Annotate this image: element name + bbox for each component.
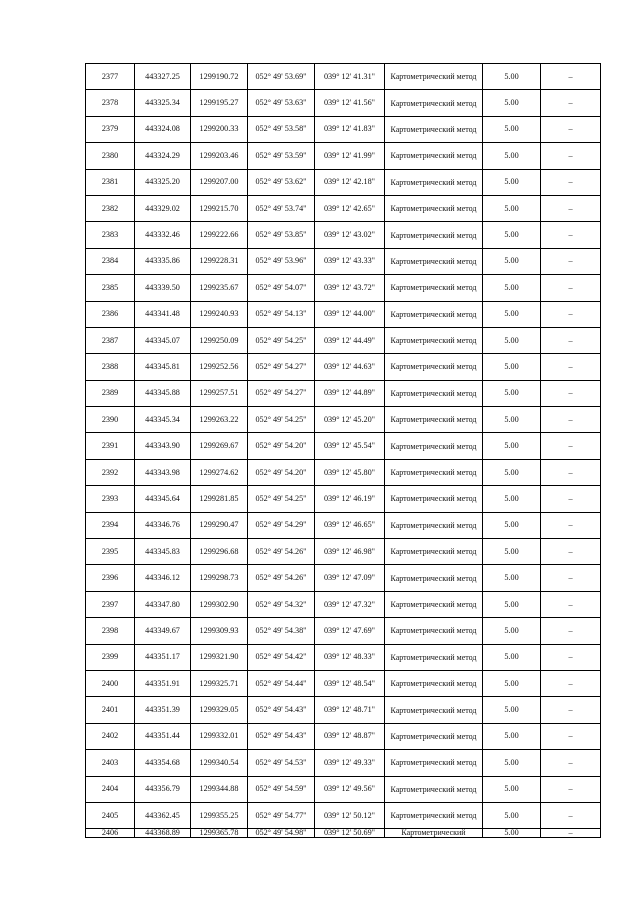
y-coordinate-cell: 1299195.27	[191, 90, 248, 116]
point-number-cell: 2381	[86, 169, 135, 195]
method-cell: Картометрический метод	[385, 433, 483, 459]
y-coordinate-cell: 1299215.70	[191, 195, 248, 221]
method-cell: Картометрический метод	[385, 275, 483, 301]
latitude-cell: 052° 49' 54.26"	[248, 539, 315, 565]
accuracy-cell: 5.00	[483, 618, 541, 644]
latitude-cell: 052° 49' 54.20"	[248, 433, 315, 459]
point-number-cell: 2394	[86, 512, 135, 538]
latitude-cell: 052° 49' 54.43"	[248, 723, 315, 749]
table-row	[86, 275, 601, 301]
method-cell: Картометрический метод	[385, 407, 483, 433]
method-cell: Картометрический	[385, 829, 483, 838]
table-row	[86, 618, 601, 644]
table-row	[86, 697, 601, 723]
x-coordinate-cell: 443325.34	[135, 90, 191, 116]
table-row	[86, 169, 601, 195]
longitude-cell: 039° 12' 46.19"	[315, 486, 385, 512]
x-coordinate-cell: 443346.76	[135, 512, 191, 538]
x-coordinate-cell: 443335.86	[135, 248, 191, 274]
y-coordinate-cell: 1299325.71	[191, 670, 248, 696]
description-cell: –	[541, 90, 601, 116]
longitude-cell: 039° 12' 41.31"	[315, 64, 385, 90]
description-cell: –	[541, 116, 601, 142]
table-row	[86, 670, 601, 696]
latitude-cell: 052° 49' 53.58"	[248, 116, 315, 142]
latitude-cell: 052° 49' 54.13"	[248, 301, 315, 327]
point-number-cell: 2406	[86, 829, 135, 838]
x-coordinate-cell: 443351.91	[135, 670, 191, 696]
method-cell: Картометрический метод	[385, 512, 483, 538]
latitude-cell: 052° 49' 54.25"	[248, 327, 315, 353]
table-row	[86, 143, 601, 169]
table-row	[86, 195, 601, 221]
description-cell: –	[541, 275, 601, 301]
table-row	[86, 539, 601, 565]
accuracy-cell: 5.00	[483, 222, 541, 248]
table-row	[86, 222, 601, 248]
y-coordinate-cell: 1299235.67	[191, 275, 248, 301]
method-cell: Картометрический метод	[385, 697, 483, 723]
point-number-cell: 2385	[86, 275, 135, 301]
point-number-cell: 2382	[86, 195, 135, 221]
longitude-cell: 039° 12' 42.65"	[315, 195, 385, 221]
x-coordinate-cell: 443345.88	[135, 380, 191, 406]
point-number-cell: 2384	[86, 248, 135, 274]
y-coordinate-cell: 1299240.93	[191, 301, 248, 327]
x-coordinate-cell: 443345.83	[135, 539, 191, 565]
latitude-cell: 052° 49' 53.74"	[248, 195, 315, 221]
point-number-cell: 2396	[86, 565, 135, 591]
accuracy-cell: 5.00	[483, 829, 541, 838]
accuracy-cell: 5.00	[483, 64, 541, 90]
method-cell: Картометрический метод	[385, 618, 483, 644]
longitude-cell: 039° 12' 44.89"	[315, 380, 385, 406]
description-cell: –	[541, 618, 601, 644]
x-coordinate-cell: 443349.67	[135, 618, 191, 644]
point-number-cell: 2377	[86, 64, 135, 90]
x-coordinate-cell: 443324.29	[135, 143, 191, 169]
longitude-cell: 039° 12' 44.00"	[315, 301, 385, 327]
x-coordinate-cell: 443347.80	[135, 591, 191, 617]
y-coordinate-cell: 1299340.54	[191, 750, 248, 776]
latitude-cell: 052° 49' 53.62"	[248, 169, 315, 195]
method-cell: Картометрический метод	[385, 248, 483, 274]
accuracy-cell: 5.00	[483, 644, 541, 670]
longitude-cell: 039° 12' 50.69"	[315, 829, 385, 838]
x-coordinate-cell: 443339.50	[135, 275, 191, 301]
x-coordinate-cell: 443332.46	[135, 222, 191, 248]
y-coordinate-cell: 1299252.56	[191, 354, 248, 380]
accuracy-cell: 5.00	[483, 565, 541, 591]
description-cell: –	[541, 644, 601, 670]
description-cell: –	[541, 143, 601, 169]
method-cell: Картометрический метод	[385, 670, 483, 696]
longitude-cell: 039° 12' 48.71"	[315, 697, 385, 723]
method-cell: Картометрический метод	[385, 802, 483, 828]
latitude-cell: 052° 49' 54.77"	[248, 802, 315, 828]
coordinates-page	[85, 63, 601, 838]
description-cell: –	[541, 750, 601, 776]
y-coordinate-cell: 1299321.90	[191, 644, 248, 670]
accuracy-cell: 5.00	[483, 275, 541, 301]
method-cell: Картометрический метод	[385, 90, 483, 116]
longitude-cell: 039° 12' 47.32"	[315, 591, 385, 617]
point-number-cell: 2400	[86, 670, 135, 696]
description-cell: –	[541, 195, 601, 221]
point-number-cell: 2391	[86, 433, 135, 459]
table-row	[86, 750, 601, 776]
method-cell: Картометрический метод	[385, 539, 483, 565]
table-row	[86, 380, 601, 406]
point-number-cell: 2390	[86, 407, 135, 433]
x-coordinate-cell: 443362.45	[135, 802, 191, 828]
table-row	[86, 644, 601, 670]
longitude-cell: 039° 12' 47.69"	[315, 618, 385, 644]
y-coordinate-cell: 1299365.78	[191, 829, 248, 838]
point-number-cell: 2393	[86, 486, 135, 512]
x-coordinate-cell: 443324.08	[135, 116, 191, 142]
y-coordinate-cell: 1299344.88	[191, 776, 248, 802]
latitude-cell: 052° 49' 54.27"	[248, 380, 315, 406]
point-number-cell: 2387	[86, 327, 135, 353]
table-row	[86, 407, 601, 433]
y-coordinate-cell: 1299332.01	[191, 723, 248, 749]
accuracy-cell: 5.00	[483, 116, 541, 142]
x-coordinate-cell: 443345.64	[135, 486, 191, 512]
table-row	[86, 829, 601, 838]
description-cell: –	[541, 407, 601, 433]
latitude-cell: 052° 49' 53.59"	[248, 143, 315, 169]
accuracy-cell: 5.00	[483, 354, 541, 380]
accuracy-cell: 5.00	[483, 750, 541, 776]
table-row	[86, 486, 601, 512]
x-coordinate-cell: 443345.34	[135, 407, 191, 433]
y-coordinate-cell: 1299257.51	[191, 380, 248, 406]
description-cell: –	[541, 697, 601, 723]
accuracy-cell: 5.00	[483, 90, 541, 116]
table-row	[86, 116, 601, 142]
description-cell: –	[541, 327, 601, 353]
table-row	[86, 301, 601, 327]
y-coordinate-cell: 1299228.31	[191, 248, 248, 274]
latitude-cell: 052° 49' 53.63"	[248, 90, 315, 116]
longitude-cell: 039° 12' 46.65"	[315, 512, 385, 538]
point-number-cell: 2402	[86, 723, 135, 749]
accuracy-cell: 5.00	[483, 195, 541, 221]
longitude-cell: 039° 12' 48.87"	[315, 723, 385, 749]
latitude-cell: 052° 49' 54.53"	[248, 750, 315, 776]
latitude-cell: 052° 49' 53.96"	[248, 248, 315, 274]
description-cell: –	[541, 802, 601, 828]
latitude-cell: 052° 49' 54.59"	[248, 776, 315, 802]
description-cell: –	[541, 591, 601, 617]
table-row	[86, 327, 601, 353]
description-cell: –	[541, 64, 601, 90]
longitude-cell: 039° 12' 43.72"	[315, 275, 385, 301]
longitude-cell: 039° 12' 45.20"	[315, 407, 385, 433]
point-number-cell: 2378	[86, 90, 135, 116]
accuracy-cell: 5.00	[483, 723, 541, 749]
longitude-cell: 039° 12' 41.56"	[315, 90, 385, 116]
point-number-cell: 2392	[86, 459, 135, 485]
x-coordinate-cell: 443351.17	[135, 644, 191, 670]
longitude-cell: 039° 12' 41.83"	[315, 116, 385, 142]
accuracy-cell: 5.00	[483, 670, 541, 696]
method-cell: Картометрический метод	[385, 644, 483, 670]
description-cell: –	[541, 723, 601, 749]
latitude-cell: 052° 49' 53.85"	[248, 222, 315, 248]
y-coordinate-cell: 1299296.68	[191, 539, 248, 565]
table-row	[86, 802, 601, 828]
description-cell: –	[541, 222, 601, 248]
table-row	[86, 591, 601, 617]
longitude-cell: 039° 12' 48.33"	[315, 644, 385, 670]
point-number-cell: 2386	[86, 301, 135, 327]
accuracy-cell: 5.00	[483, 697, 541, 723]
longitude-cell: 039° 12' 41.99"	[315, 143, 385, 169]
latitude-cell: 052° 49' 54.42"	[248, 644, 315, 670]
longitude-cell: 039° 12' 48.54"	[315, 670, 385, 696]
accuracy-cell: 5.00	[483, 169, 541, 195]
latitude-cell: 052° 49' 54.25"	[248, 486, 315, 512]
y-coordinate-cell: 1299200.33	[191, 116, 248, 142]
method-cell: Картометрический метод	[385, 459, 483, 485]
method-cell: Картометрический метод	[385, 380, 483, 406]
description-cell: –	[541, 169, 601, 195]
point-number-cell: 2395	[86, 539, 135, 565]
description-cell: –	[541, 248, 601, 274]
x-coordinate-cell: 443356.79	[135, 776, 191, 802]
y-coordinate-cell: 1299355.25	[191, 802, 248, 828]
description-cell: –	[541, 539, 601, 565]
description-cell: –	[541, 670, 601, 696]
latitude-cell: 052° 49' 53.69"	[248, 64, 315, 90]
latitude-cell: 052° 49' 54.20"	[248, 459, 315, 485]
x-coordinate-cell: 443343.98	[135, 459, 191, 485]
table-row	[86, 433, 601, 459]
method-cell: Картометрический метод	[385, 327, 483, 353]
x-coordinate-cell: 443345.81	[135, 354, 191, 380]
latitude-cell: 052° 49' 54.43"	[248, 697, 315, 723]
description-cell: –	[541, 380, 601, 406]
x-coordinate-cell: 443351.39	[135, 697, 191, 723]
y-coordinate-cell: 1299263.22	[191, 407, 248, 433]
latitude-cell: 052° 49' 54.27"	[248, 354, 315, 380]
latitude-cell: 052° 49' 54.98"	[248, 829, 315, 838]
latitude-cell: 052° 49' 54.25"	[248, 407, 315, 433]
y-coordinate-cell: 1299309.93	[191, 618, 248, 644]
description-cell: –	[541, 565, 601, 591]
latitude-cell: 052° 49' 54.26"	[248, 565, 315, 591]
x-coordinate-cell: 443345.07	[135, 327, 191, 353]
table-row	[86, 459, 601, 485]
method-cell: Картометрический метод	[385, 750, 483, 776]
point-number-cell: 2397	[86, 591, 135, 617]
table-row	[86, 248, 601, 274]
table-row	[86, 565, 601, 591]
longitude-cell: 039° 12' 43.02"	[315, 222, 385, 248]
longitude-cell: 039° 12' 49.56"	[315, 776, 385, 802]
y-coordinate-cell: 1299250.09	[191, 327, 248, 353]
accuracy-cell: 5.00	[483, 486, 541, 512]
accuracy-cell: 5.00	[483, 407, 541, 433]
longitude-cell: 039° 12' 42.18"	[315, 169, 385, 195]
y-coordinate-cell: 1299207.00	[191, 169, 248, 195]
point-number-cell: 2389	[86, 380, 135, 406]
longitude-cell: 039° 12' 43.33"	[315, 248, 385, 274]
x-coordinate-cell: 443368.89	[135, 829, 191, 838]
table-row	[86, 512, 601, 538]
method-cell: Картометрический метод	[385, 301, 483, 327]
accuracy-cell: 5.00	[483, 459, 541, 485]
table-row	[86, 723, 601, 749]
y-coordinate-cell: 1299222.66	[191, 222, 248, 248]
y-coordinate-cell: 1299290.47	[191, 512, 248, 538]
y-coordinate-cell: 1299274.62	[191, 459, 248, 485]
accuracy-cell: 5.00	[483, 248, 541, 274]
coordinates-table	[85, 63, 601, 838]
method-cell: Картометрический метод	[385, 486, 483, 512]
point-number-cell: 2398	[86, 618, 135, 644]
accuracy-cell: 5.00	[483, 301, 541, 327]
description-cell: –	[541, 776, 601, 802]
y-coordinate-cell: 1299269.67	[191, 433, 248, 459]
point-number-cell: 2403	[86, 750, 135, 776]
longitude-cell: 039° 12' 49.33"	[315, 750, 385, 776]
longitude-cell: 039° 12' 45.80"	[315, 459, 385, 485]
method-cell: Картометрический метод	[385, 591, 483, 617]
description-cell: –	[541, 486, 601, 512]
point-number-cell: 2405	[86, 802, 135, 828]
point-number-cell: 2401	[86, 697, 135, 723]
point-number-cell: 2383	[86, 222, 135, 248]
x-coordinate-cell: 443327.25	[135, 64, 191, 90]
description-cell: –	[541, 512, 601, 538]
accuracy-cell: 5.00	[483, 327, 541, 353]
y-coordinate-cell: 1299329.05	[191, 697, 248, 723]
table-row	[86, 64, 601, 90]
method-cell: Картометрический метод	[385, 169, 483, 195]
description-cell: –	[541, 459, 601, 485]
accuracy-cell: 5.00	[483, 380, 541, 406]
method-cell: Картометрический метод	[385, 64, 483, 90]
y-coordinate-cell: 1299281.85	[191, 486, 248, 512]
latitude-cell: 052° 49' 54.38"	[248, 618, 315, 644]
description-cell: –	[541, 354, 601, 380]
method-cell: Картометрический метод	[385, 116, 483, 142]
latitude-cell: 052° 49' 54.29"	[248, 512, 315, 538]
latitude-cell: 052° 49' 54.32"	[248, 591, 315, 617]
method-cell: Картометрический метод	[385, 195, 483, 221]
accuracy-cell: 5.00	[483, 143, 541, 169]
longitude-cell: 039° 12' 45.54"	[315, 433, 385, 459]
method-cell: Картометрический метод	[385, 776, 483, 802]
x-coordinate-cell: 443343.90	[135, 433, 191, 459]
method-cell: Картометрический метод	[385, 723, 483, 749]
accuracy-cell: 5.00	[483, 433, 541, 459]
longitude-cell: 039° 12' 47.09"	[315, 565, 385, 591]
description-cell: –	[541, 301, 601, 327]
x-coordinate-cell: 443341.48	[135, 301, 191, 327]
table-row	[86, 776, 601, 802]
point-number-cell: 2379	[86, 116, 135, 142]
method-cell: Картометрический метод	[385, 143, 483, 169]
x-coordinate-cell: 443329.02	[135, 195, 191, 221]
latitude-cell: 052° 49' 54.44"	[248, 670, 315, 696]
method-cell: Картометрический метод	[385, 565, 483, 591]
y-coordinate-cell: 1299298.73	[191, 565, 248, 591]
longitude-cell: 039° 12' 44.49"	[315, 327, 385, 353]
accuracy-cell: 5.00	[483, 539, 541, 565]
table-row	[86, 354, 601, 380]
y-coordinate-cell: 1299190.72	[191, 64, 248, 90]
point-number-cell: 2399	[86, 644, 135, 670]
method-cell: Картометрический метод	[385, 354, 483, 380]
method-cell: Картометрический метод	[385, 222, 483, 248]
x-coordinate-cell: 443325.20	[135, 169, 191, 195]
latitude-cell: 052° 49' 54.07"	[248, 275, 315, 301]
x-coordinate-cell: 443346.12	[135, 565, 191, 591]
point-number-cell: 2404	[86, 776, 135, 802]
description-cell: –	[541, 433, 601, 459]
accuracy-cell: 5.00	[483, 776, 541, 802]
point-number-cell: 2388	[86, 354, 135, 380]
longitude-cell: 039° 12' 46.98"	[315, 539, 385, 565]
y-coordinate-cell: 1299203.46	[191, 143, 248, 169]
accuracy-cell: 5.00	[483, 802, 541, 828]
x-coordinate-cell: 443354.68	[135, 750, 191, 776]
accuracy-cell: 5.00	[483, 512, 541, 538]
description-cell: –	[541, 829, 601, 838]
accuracy-cell: 5.00	[483, 591, 541, 617]
table-row	[86, 90, 601, 116]
longitude-cell: 039° 12' 50.12"	[315, 802, 385, 828]
longitude-cell: 039° 12' 44.63"	[315, 354, 385, 380]
x-coordinate-cell: 443351.44	[135, 723, 191, 749]
point-number-cell: 2380	[86, 143, 135, 169]
y-coordinate-cell: 1299302.90	[191, 591, 248, 617]
